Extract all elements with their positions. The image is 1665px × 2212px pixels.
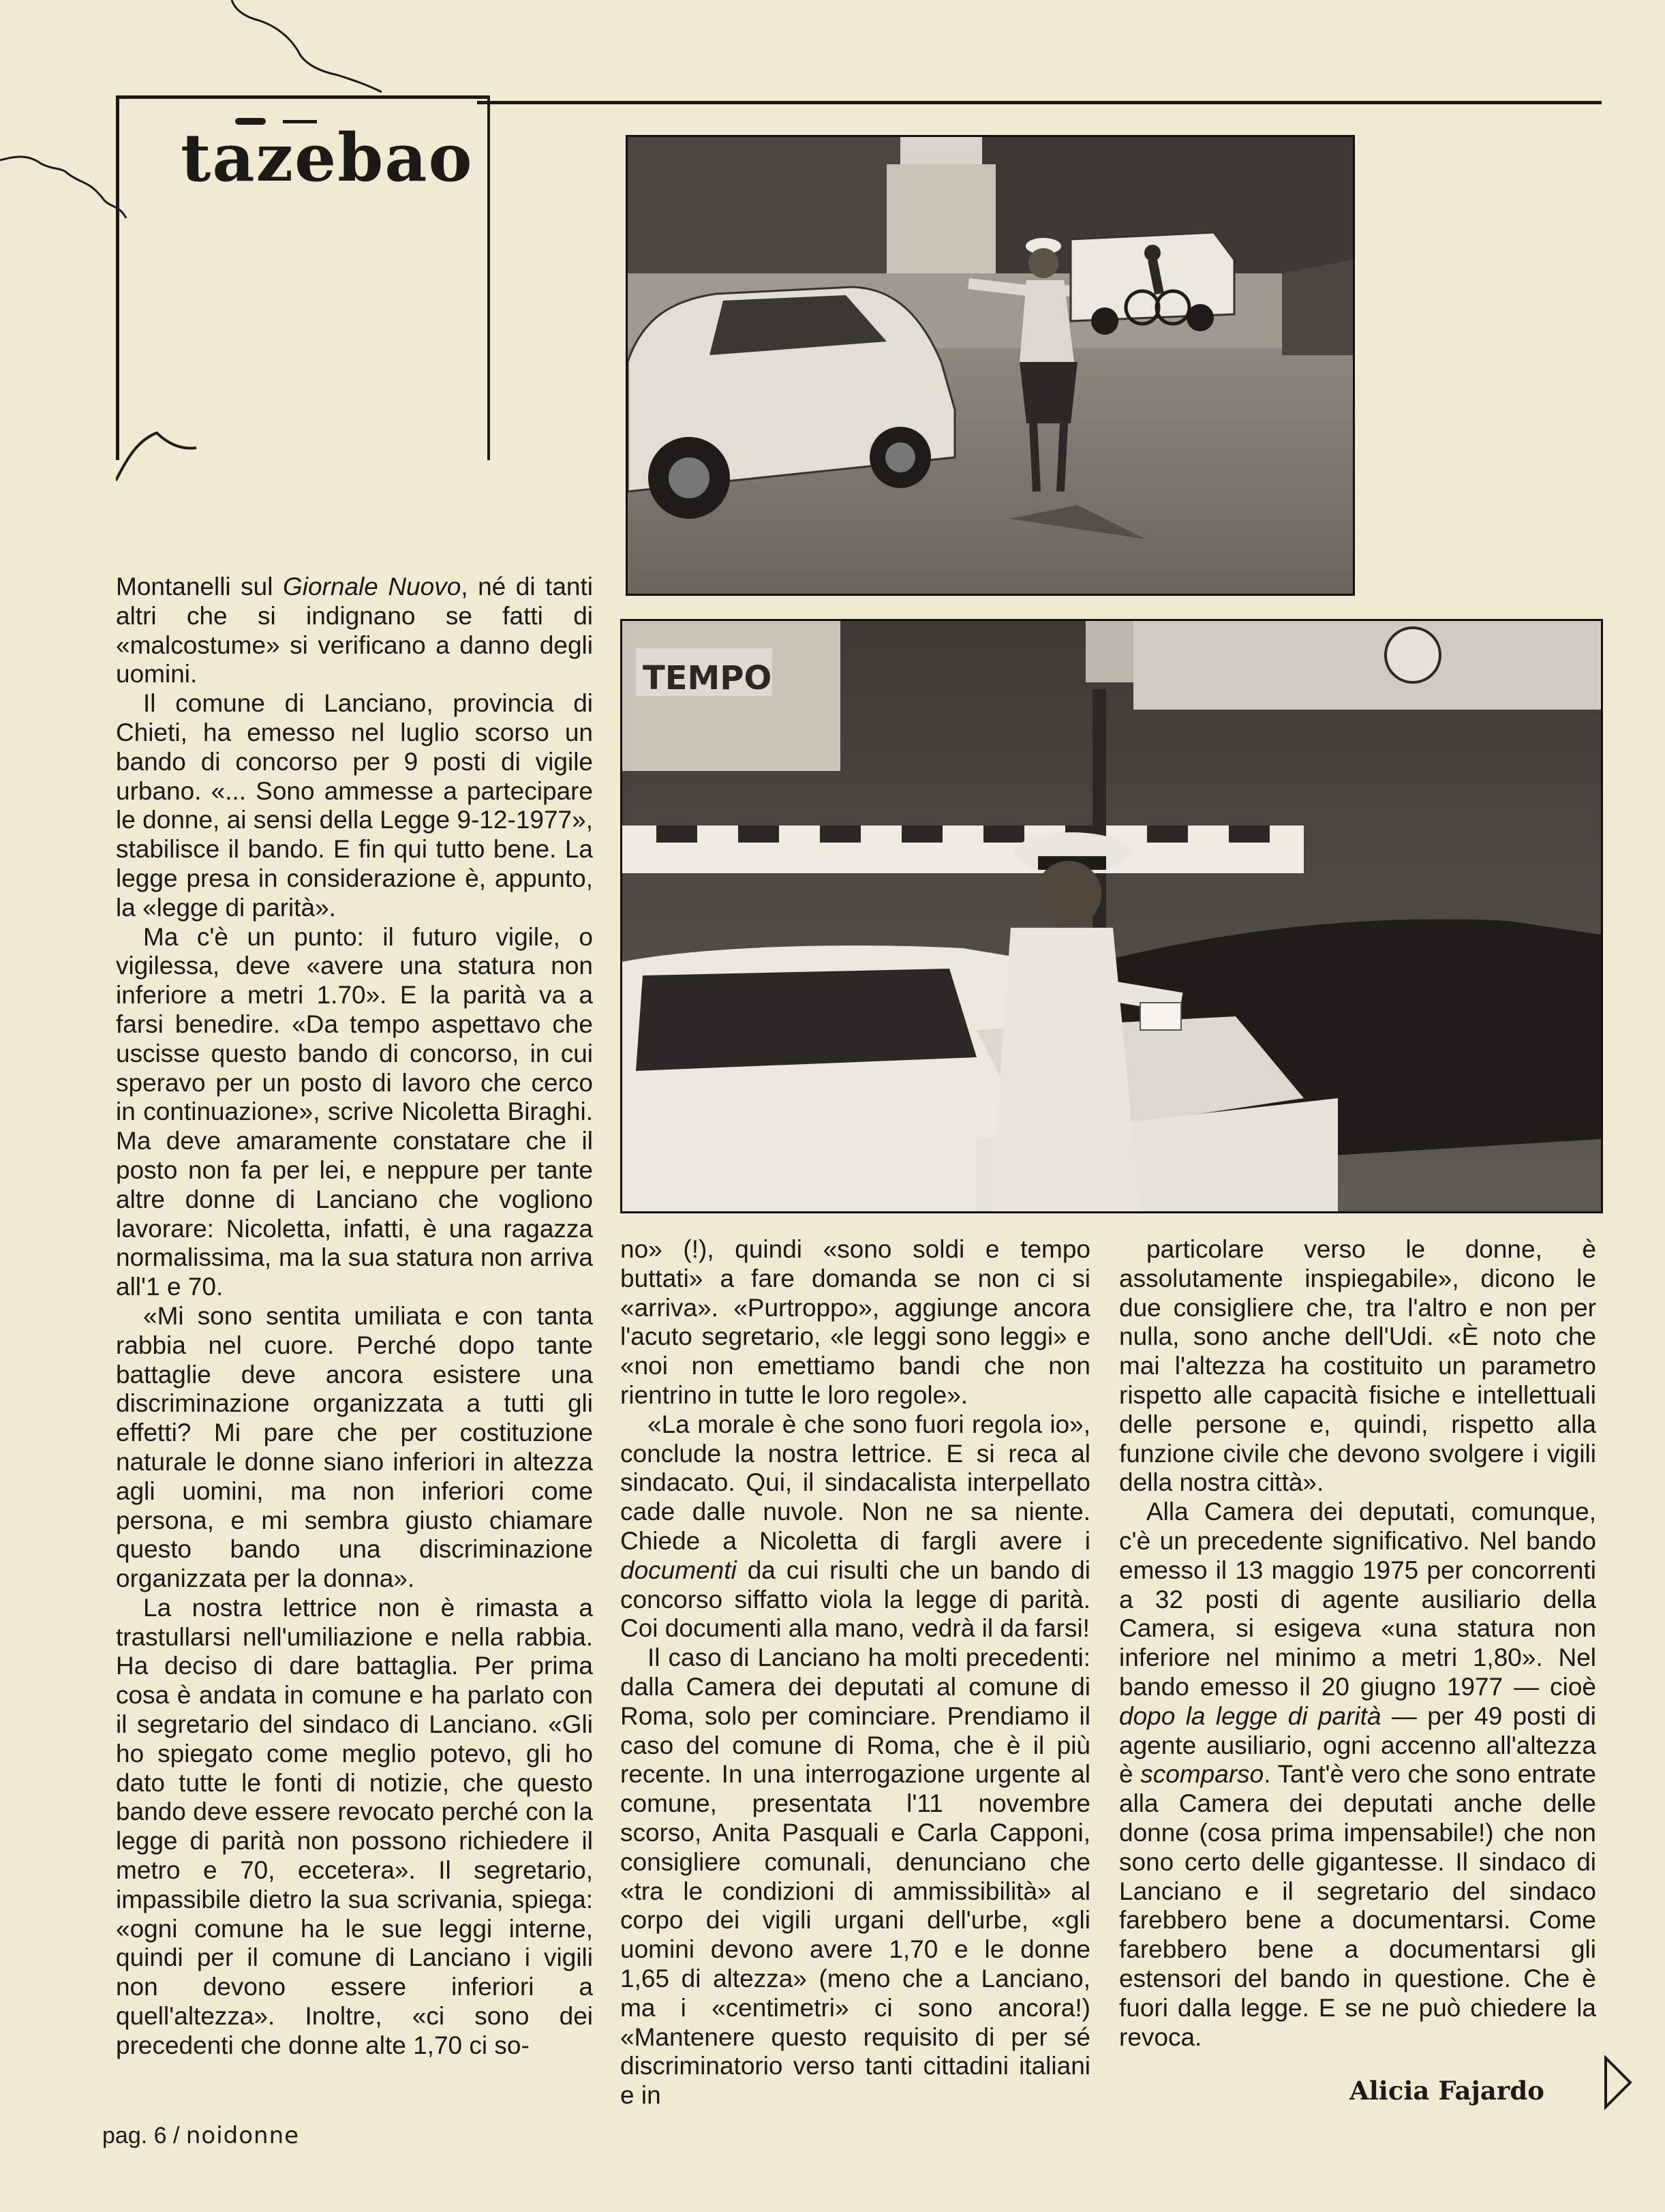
article-paragraph: Ma c'è un punto: il futuro vigile, o vigilessa, deve «avere una statura non inferiore a metri 1.70». E la parità va a farsi benedire. «Da tempo aspettavo che uscisse questo bando di concorso, in cui speravo per un posto di lavoro che cerco in continuazione», scrive Nicoletta Biraghi. Ma deve amaramente constatare che il posto non fa per lei, e neppure per tante altre donne di Lanciano che vogliono lavorare: Nicoletta, infatti, è una ragazza normalissima, ma la sua statura non arriva all'1 e 70. — [116, 922, 593, 1301]
page-number: pag. 6 / — [102, 2123, 180, 2149]
article-paragraph: Il comune di Lanciano, provincia di Chieti, ha emesso nel luglio scorso un bando di concorso per 9 posti di vigile urbano. «... Sono ammesse a partecipare le donne, ai sensi della Legge 9-12-1977», stabilisce il bando. E fin qui tutto bene. La legge presa in considerazione è, appunto, la «legge di parità». — [116, 689, 593, 922]
continue-arrow-icon — [1603, 2055, 1633, 2110]
tempo-sign-text: TEMPO — [643, 659, 772, 697]
section-title: tazebao — [181, 119, 474, 196]
article-paragraph: Alla Camera dei deputati, comunque, c'è un precedente significativo. Nel bando emesso il 13 maggio 1975 per concorrenti a 32 posti di agente ausiliario della Camera, si esigeva «una statura non inferiore nel minimo a metri 1,80». Nel bando emesso il 20 giugno 1977 — cioè dopo la legge di parità — per 49 posti di agente ausiliario, ogni accenno all'altezza è scomparso. Tant'è vero che sono entrate alla Camera dei deputati anche delle donne (cosa prima impensabile!) che non sono certo delle gigantesse. Il sindaco di Lanciano e il segretario del sindaco farebbero bene a documentarsi. Come farebbero bene a documentarsi gli estensori del bando in questione. Che è fuori dalla legge. E se ne può chiedere la revoca. — [1119, 1498, 1596, 2051]
header-rule — [477, 101, 1602, 104]
photo-officer-writing-ticket — [620, 619, 1603, 1213]
author-signature: Alicia Fajardo — [1349, 2076, 1544, 2106]
article-column-2 — [620, 1235, 1090, 2110]
photo-traffic-officer — [626, 135, 1355, 596]
traffic-officer-illustration — [628, 137, 1353, 594]
article-paragraph: Montanelli sul Giornale Nuovo, né di tanti altri che si indignano se fatti di «malcostume» si verificano a danno degli uomini. — [116, 573, 593, 688]
ticket-scene-illustration — [622, 621, 1601, 1211]
article-paragraph: «La morale è che sono fuori regola io», conclude la nostra lettrice. E si reca al sindacato. Qui, il sindacalista interpellato cade dalle nuvole. Non ne sa niente. Chiede a Nicoletta di fargli avere i documenti da cui risulti che un bando di concorso siffatto viola la legge di parità. Coi documenti alla mano, vedrà il da farsi! — [620, 1410, 1090, 1643]
article-paragraph: «Mi sono sentita umiliata e con tanta rabbia nel cuore. Perché dopo tante battaglie deve ancora esistere una discriminazione organizzata a tutti gli effetti? Mi pare che per costituzione naturale le donne siano inferiori in altezza agli uomini, ma non inferiori come persona, e mi sembra giusto chiamare questo bando una discriminazione organizzata per la donna». — [116, 1301, 593, 1593]
article-paragraph: La nostra lettrice non è rimasta a trastullarsi nell'umiliazione e nella rabbia. Ha deciso di dare battaglia. Per prima cosa è andata in comune e ha parlato con il segretario del sindaco di Lanciano. «Gli ho spiegato come meglio potevo, gli ho dato tutte le fonti di notizie, che questo bando deve essere revocato perché con la legge di parità non possono richiedere il metro e 70, eccetera». Il segretario, impassibile dietro la sua scrivania, spiega: «ogni comune ha le sue leggi interne, quindi per il comune di Lanciano i vigili non devono essere inferiori a quell'altezza». Inoltre, «ci sono dei precedenti che donne alte 1,70 ci so- — [116, 1593, 593, 2059]
article-paragraph: Il caso di Lanciano ha molti precedenti: dalla Camera dei deputati al comune di Roma, solo per cominciare. Prendiamo il caso del comune di Roma, che è il più recente. In una interrogazione urgente al comune, presentata l'11 novembre scorso, Anita Pasquali e Carla Capponi, consigliere comunali, denunciano che «tra le condizioni di ammissibilità» al corpo dei vigili urgani dell'urbe, «gli uomini devono avere 1,70 e le donne 1,65 di altezza» (meno che a Lanciano, ma i «centimetri» ci sono ancora!) «Mantenere questo requisito di per sé discriminatorio verso tanti cittadini italiani e in — [620, 1643, 1090, 2110]
section-box — [116, 95, 490, 460]
article-column-3 — [1119, 1235, 1596, 2052]
article-column-1 — [116, 573, 593, 2061]
article-paragraph: no» (!), quindi «sono soldi e tempo buttati» a fare domanda se non ci si «arriva». «Purtroppo», aggiunge ancora l'acuto segretario, «le leggi sono leggi» e «noi non emettiamo bandi che non rientrino in tutte le loro regole». — [620, 1235, 1090, 1409]
article-paragraph: particolare verso le donne, è assolutamente inspiegabile», dicono le due consigliere che, tra l'altro e non per nulla, sono anche dell'Udi. «È noto che mai l'altezza ha costituito un parametro rispetto alle capacità fisiche e intellettuali delle persone e, quindi, rispetto alla funzione civile che devono svolgere i vigili della nostra città». — [1119, 1235, 1596, 1497]
magazine-name: noidonne — [185, 2122, 300, 2149]
page-footer — [102, 2122, 299, 2149]
page-curl-icon — [116, 406, 198, 487]
